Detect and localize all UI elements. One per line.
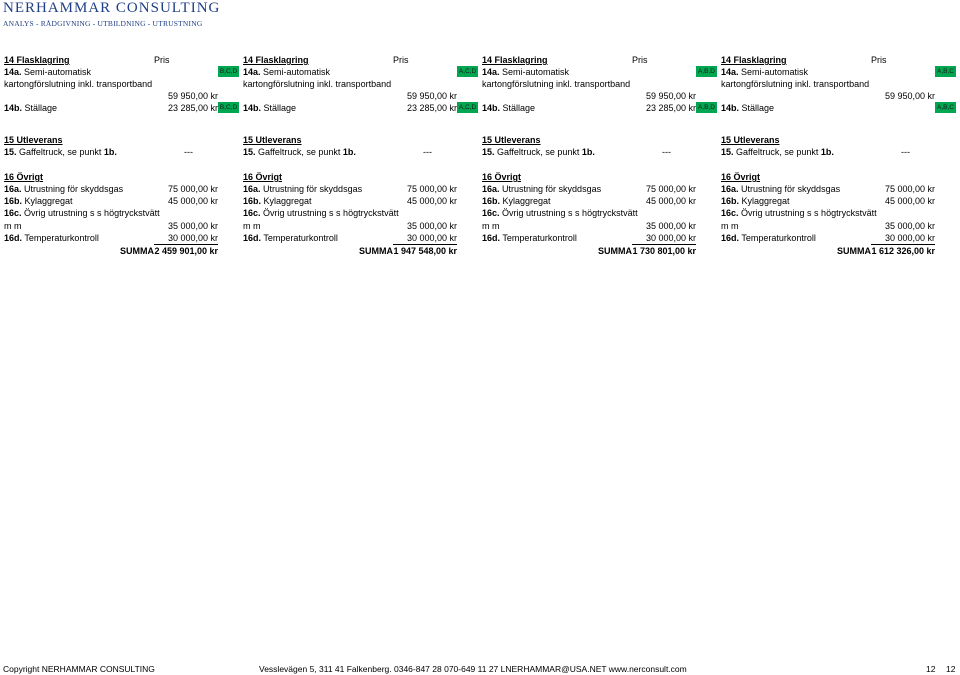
- brand-name: NERHAMMAR CONSULTING: [3, 0, 221, 16]
- footer-page-total: 12: [946, 664, 956, 674]
- status-badge: A,C,D: [458, 104, 477, 111]
- section-15-heading: 15 Utleverans: [4, 135, 63, 145]
- item-16b-price: 45 000,00 kr: [167, 196, 218, 206]
- item-16c-continued: m m: [243, 221, 261, 231]
- item-15-value: ---: [662, 147, 671, 157]
- sum-value: 2 459 901,00 kr: [154, 246, 218, 256]
- quote-column-3: [482, 54, 721, 264]
- item-14a-price: 59 950,00 kr: [884, 91, 935, 101]
- item-16d: 16d. Temperaturkontroll: [243, 233, 338, 243]
- item-14a: 14a. Semi-automatisk: [482, 67, 570, 77]
- pris-label: Pris: [393, 55, 409, 65]
- item-16b: 16b. Kylaggregat: [243, 196, 312, 206]
- item-14a-description: kartongförslutning inkl. transportband: [243, 79, 392, 89]
- item-16b: 16b. Kylaggregat: [4, 196, 73, 206]
- status-badge: A,C,D: [458, 68, 477, 75]
- section-16-heading: 16 Övrigt: [482, 172, 522, 182]
- section-16-heading: 16 Övrigt: [243, 172, 283, 182]
- item-16c: 16c. Övrig utrustning s s högtryckstvätt: [482, 208, 638, 218]
- sum-value: 1 730 801,00 kr: [632, 246, 696, 256]
- item-16d-price: 30 000,00 kr: [645, 233, 696, 243]
- item-14b-price: 23 285,00 kr: [167, 103, 218, 113]
- item-14b: 14b. Ställage: [721, 103, 775, 113]
- status-badge: B,C,D: [219, 68, 238, 75]
- sum-label: SUMMA: [120, 246, 154, 256]
- item-16c-price: 35 000,00 kr: [167, 221, 218, 231]
- quote-column-2: [243, 54, 482, 264]
- item-14a-description: kartongförslutning inkl. transportband: [721, 79, 870, 89]
- footer-page-current: 12: [926, 664, 936, 674]
- item-16c-price: 35 000,00 kr: [645, 221, 696, 231]
- sum-label: SUMMA: [837, 246, 871, 256]
- item-16a-price: 75 000,00 kr: [645, 184, 696, 194]
- sum-label: SUMMA: [598, 246, 632, 256]
- item-16a-price: 75 000,00 kr: [167, 184, 218, 194]
- section-15-heading: 15 Utleverans: [721, 135, 780, 145]
- status-badge: A,B,C: [935, 66, 956, 77]
- item-15-value: ---: [184, 147, 193, 157]
- item-16a-price: 75 000,00 kr: [884, 184, 935, 194]
- pris-label: Pris: [632, 55, 648, 65]
- item-16d-price: 30 000,00 kr: [167, 233, 218, 243]
- section-14-heading: 14 Flasklagring: [4, 55, 70, 65]
- item-16a: 16a. Utrustning för skyddsgas: [4, 184, 124, 194]
- item-14a: 14a. Semi-automatisk: [4, 67, 92, 77]
- section-15-heading: 15 Utleverans: [243, 135, 302, 145]
- sum-value: 1 947 548,00 kr: [393, 246, 457, 256]
- item-16d: 16d. Temperaturkontroll: [721, 233, 816, 243]
- item-15: 15. Gaffeltruck, se punkt 1b.: [721, 147, 834, 157]
- pris-label: Pris: [871, 55, 887, 65]
- item-14a-price: 59 950,00 kr: [167, 91, 218, 101]
- item-16d-price: 30 000,00 kr: [406, 233, 457, 243]
- item-16c: 16c. Övrig utrustning s s högtryckstvätt: [4, 208, 160, 218]
- sum-value: 1 612 326,00 kr: [871, 246, 935, 256]
- footer-address: Vesslevägen 5, 311 41 Falkenberg. 0346-847 28 070-649 11 27 LNERHAMMAR@USA.NET www.nerconsult.com: [259, 664, 687, 674]
- item-16c-continued: m m: [4, 221, 22, 231]
- item-14a-description: kartongförslutning inkl. transportband: [482, 79, 631, 89]
- item-14b: 14b. Ställage: [4, 103, 58, 113]
- section-14-heading: 14 Flasklagring: [482, 55, 548, 65]
- brand-tagline: ANALYS - RÅDGIVNING - UTBILDNING - UTRUSTNING: [3, 19, 203, 28]
- item-16c-continued: m m: [721, 221, 739, 231]
- item-14a: 14a. Semi-automatisk: [721, 67, 809, 77]
- item-15: 15. Gaffeltruck, se punkt 1b.: [243, 147, 356, 157]
- item-16b: 16b. Kylaggregat: [721, 196, 790, 206]
- item-14a: 14a. Semi-automatisk: [243, 67, 331, 77]
- footer-copyright: Copyright NERHAMMAR CONSULTING: [3, 664, 155, 674]
- item-16d-price: 30 000,00 kr: [884, 233, 935, 243]
- item-16d: 16d. Temperaturkontroll: [4, 233, 99, 243]
- item-15-value: ---: [423, 147, 432, 157]
- item-14a-description: kartongförslutning inkl. transportband: [4, 79, 153, 89]
- item-14b: 14b. Ställage: [482, 103, 536, 113]
- item-16c-price: 35 000,00 kr: [406, 221, 457, 231]
- sum-label: SUMMA: [359, 246, 393, 256]
- item-15: 15. Gaffeltruck, se punkt 1b.: [482, 147, 595, 157]
- status-badge: A,B,D: [696, 66, 717, 77]
- item-15: 15. Gaffeltruck, se punkt 1b.: [4, 147, 117, 157]
- item-16a: 16a. Utrustning för skyddsgas: [721, 184, 841, 194]
- item-16b-price: 45 000,00 kr: [406, 196, 457, 206]
- section-14-heading: 14 Flasklagring: [243, 55, 309, 65]
- item-16a-price: 75 000,00 kr: [406, 184, 457, 194]
- item-16a: 16a. Utrustning för skyddsgas: [482, 184, 602, 194]
- status-badge: A,B,C: [935, 102, 956, 113]
- item-14b-price: 23 285,00 kr: [645, 103, 696, 113]
- item-15-value: ---: [901, 147, 910, 157]
- status-badge: B,C,D: [219, 104, 238, 111]
- section-14-heading: 14 Flasklagring: [721, 55, 787, 65]
- section-16-heading: 16 Övrigt: [721, 172, 761, 182]
- item-16c: 16c. Övrig utrustning s s högtryckstvätt: [243, 208, 399, 218]
- item-16c-price: 35 000,00 kr: [884, 221, 935, 231]
- item-16d: 16d. Temperaturkontroll: [482, 233, 577, 243]
- item-16b: 16b. Kylaggregat: [482, 196, 551, 206]
- item-14a-price: 59 950,00 kr: [406, 91, 457, 101]
- quote-column-4: [721, 54, 960, 264]
- item-16a: 16a. Utrustning för skyddsgas: [243, 184, 363, 194]
- item-16b-price: 45 000,00 kr: [884, 196, 935, 206]
- item-14b-price: 23 285,00 kr: [406, 103, 457, 113]
- quote-column-1: [4, 54, 243, 264]
- status-badge: A,B,D: [696, 102, 717, 113]
- item-14a-price: 59 950,00 kr: [645, 91, 696, 101]
- pris-label: Pris: [154, 55, 170, 65]
- item-16c-continued: m m: [482, 221, 500, 231]
- section-15-heading: 15 Utleverans: [482, 135, 541, 145]
- item-16b-price: 45 000,00 kr: [645, 196, 696, 206]
- item-16c: 16c. Övrig utrustning s s högtryckstvätt: [721, 208, 877, 218]
- section-16-heading: 16 Övrigt: [4, 172, 44, 182]
- item-14b: 14b. Ställage: [243, 103, 297, 113]
